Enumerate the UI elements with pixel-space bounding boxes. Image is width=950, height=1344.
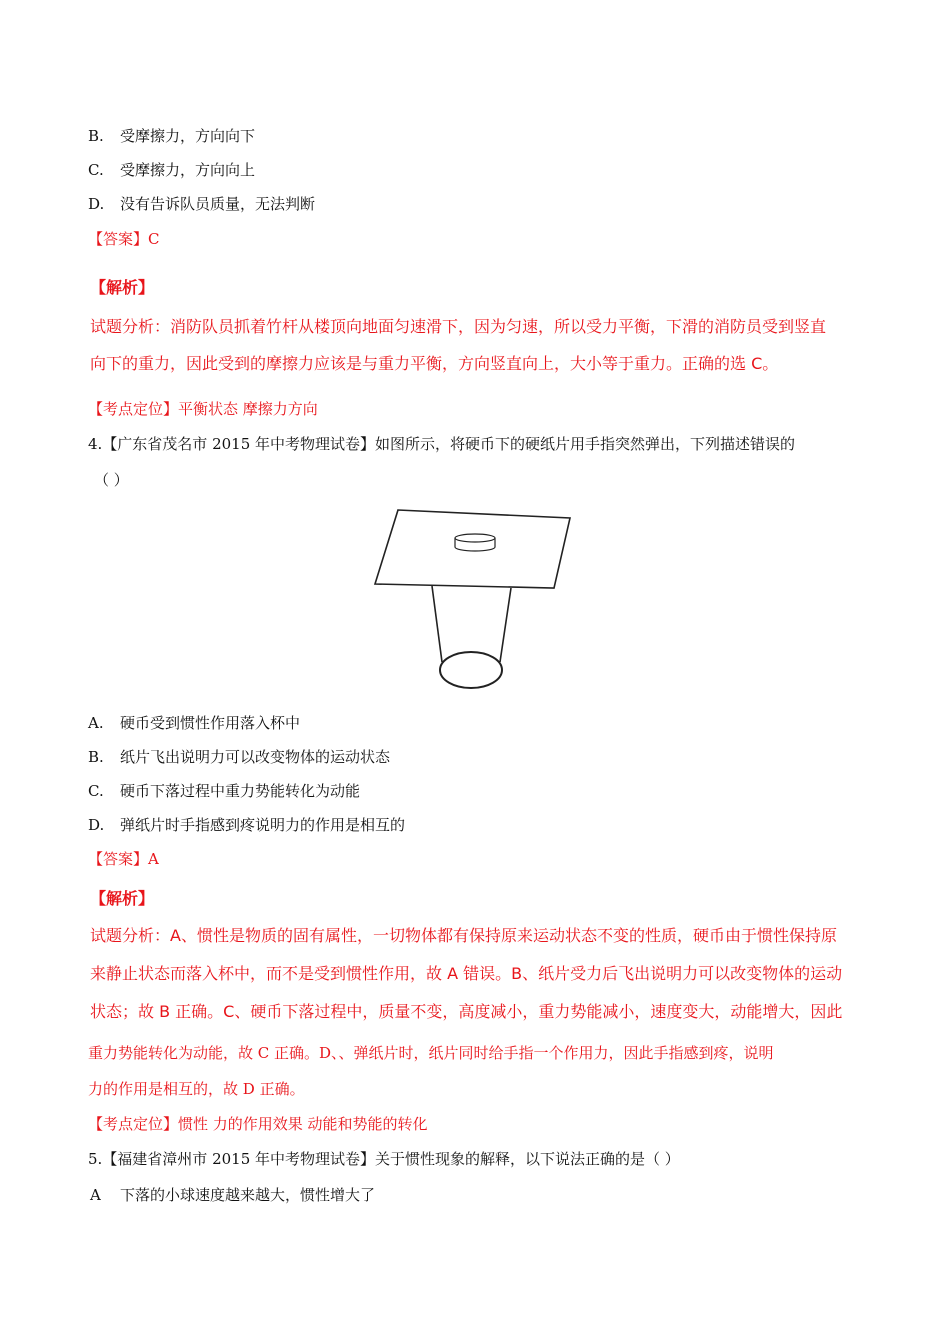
coin-side: [455, 538, 495, 551]
q4-option-c: [88, 781, 360, 801]
q3-answer: 【答案】C: [88, 230, 160, 248]
q4-stem: 4.【广东省茂名市 2015 年中考物理试卷】如图所示，将硬币下的硬纸片用手指突然弹出，下列描述错误的: [88, 435, 796, 453]
option-text: 弹纸片时手指感到疼说明力的作用是相互的: [120, 816, 406, 834]
q5-stem: 5.【福建省漳州市 2015 年中考物理试卷】关于惯性现象的解释，以下说法正确的是（ ）: [88, 1150, 680, 1168]
q5-option-a: [90, 1185, 375, 1205]
option-label: D.: [88, 816, 105, 834]
coin-top: [455, 534, 495, 542]
option-text: 硬币受到惯性作用落入杯中: [120, 714, 301, 732]
option-label: B.: [88, 127, 104, 145]
option-label: C.: [88, 161, 104, 179]
q4-option-d: [88, 815, 405, 835]
q4-analysis-line-5: 力的作用是相互的，故 D 正确。: [88, 1080, 305, 1098]
option-label: A: [90, 1186, 101, 1204]
option-text: 没有告诉队员质量，无法判断: [120, 195, 316, 213]
option-label: B.: [88, 748, 104, 766]
q4-key-point: 【考点定位】惯性 力的作用效果 动能和势能的转化: [88, 1115, 428, 1133]
option-text: 下落的小球速度越来越大，惯性增大了: [120, 1186, 376, 1204]
q3-option-d: [88, 194, 315, 214]
option-label: C.: [88, 782, 104, 800]
q3-option-b: [88, 126, 255, 146]
coin-card-cup-figure: [370, 500, 580, 700]
q3-option-c: [88, 160, 255, 180]
q3-key-point: 【考点定位】平衡状态 摩擦力方向: [88, 400, 318, 418]
option-label: A.: [88, 714, 104, 732]
option-text: 受摩擦力，方向向下: [120, 127, 256, 145]
cup-right-edge: [500, 588, 511, 662]
option-text: 硬币下落过程中重力势能转化为动能: [120, 782, 361, 800]
cup-left-edge: [432, 586, 442, 662]
paper-card: [375, 510, 570, 588]
q4-option-a: [88, 713, 300, 733]
q4-analysis-line-2: 来静止状态而落入杯中，而不是受到惯性作用，故 A 错误。B、纸片受力后飞出说明力可以改变物体的运动: [90, 964, 843, 983]
option-label: D.: [88, 195, 105, 213]
cup-bottom: [440, 652, 502, 688]
q4-stem-blank: （ ）: [94, 471, 129, 489]
q3-analysis-line-2: 向下的重力，因此受到的摩擦力应该是与重力平衡，方向竖直向上，大小等于重力。正确的选 C。: [90, 354, 779, 373]
q4-analysis-title: 【解析】: [90, 889, 155, 908]
q4-answer: 【答案】A: [88, 850, 159, 868]
q4-option-b: [88, 747, 390, 767]
q4-analysis-line-3: 状态；故 B 正确。C、硬币下落过程中，质量不变，高度减小，重力势能减小，速度变大，动能增大，因此: [90, 1002, 843, 1021]
q3-analysis-title: 【解析】: [90, 278, 155, 297]
option-text: 受摩擦力，方向向上: [120, 161, 256, 179]
q3-analysis-line-1: 试题分析：消防队员抓着竹杆从楼顶向地面匀速滑下，因为匀速，所以受力平衡，下滑的消防员受到竖直: [90, 317, 827, 336]
option-text: 纸片飞出说明力可以改变物体的运动状态: [120, 748, 391, 766]
q4-analysis-line-1: 试题分析：A、惯性是物质的固有属性，一切物体都有保持原来运动状态不变的性质，硬币由于惯性保持原: [90, 926, 837, 945]
q4-analysis-line-4: 重力势能转化为动能，故 C 正确。D、、弹纸片时，纸片同时给手指一个作用力，因此手指感到疼，说明: [88, 1044, 774, 1062]
